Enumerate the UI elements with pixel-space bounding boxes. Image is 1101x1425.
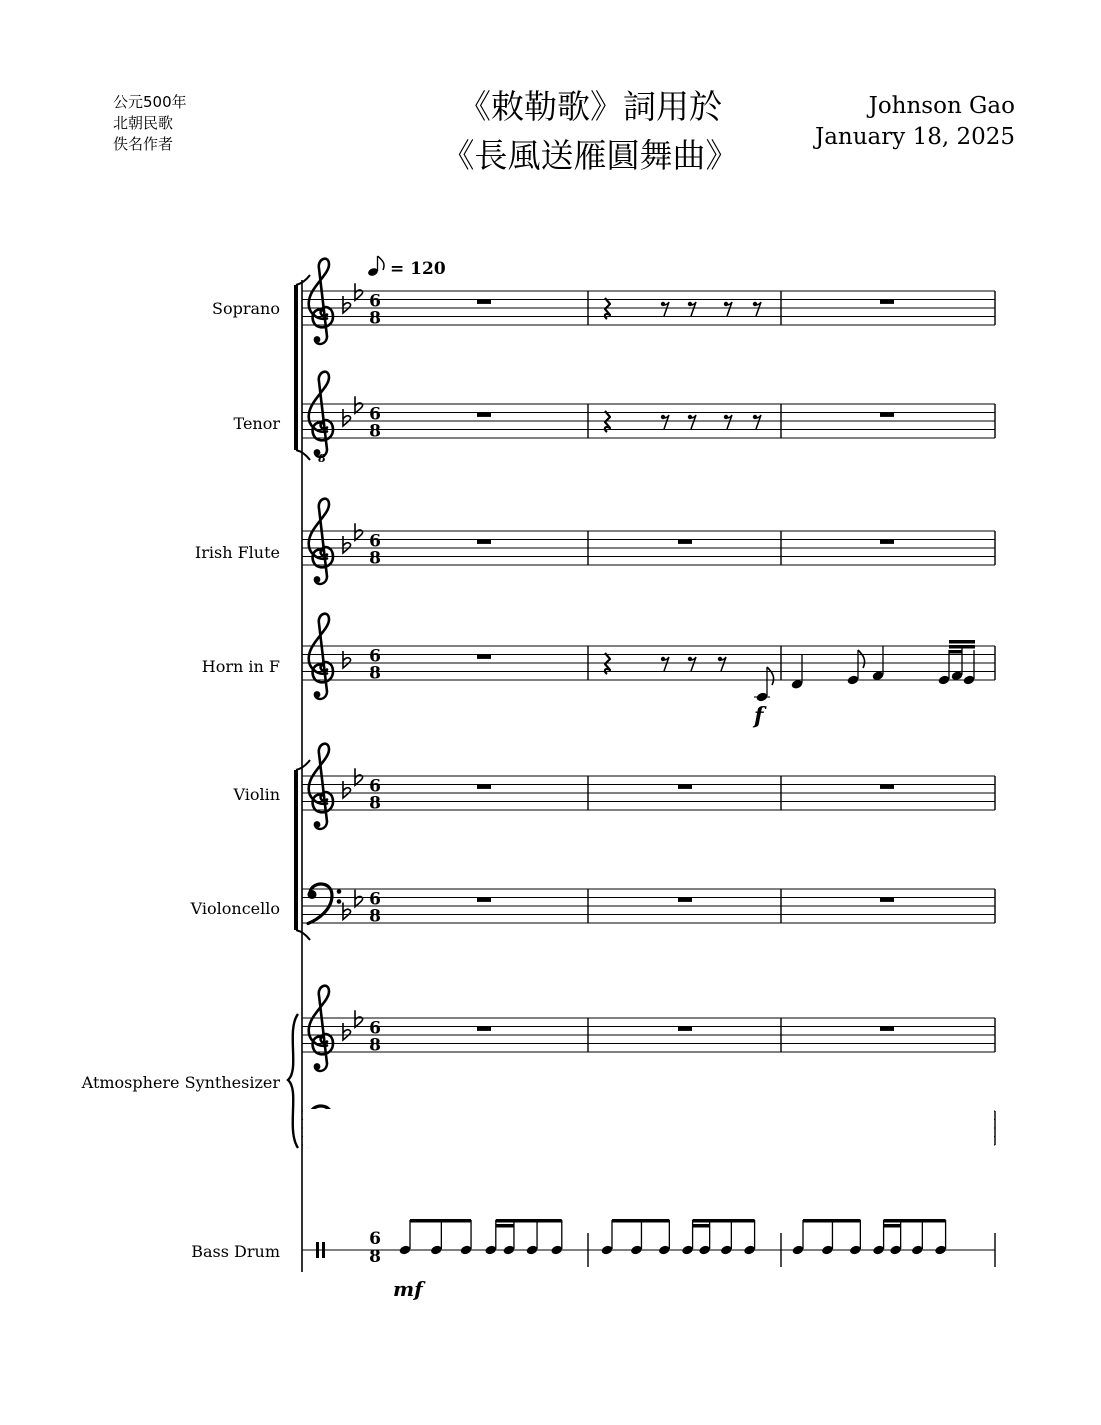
time-signature-bottom: 8 — [369, 1247, 381, 1267]
time-signature-top: 6 — [369, 889, 381, 910]
flat-icon — [343, 1023, 351, 1040]
instrument-name: Atmosphere Synthesizer — [81, 1073, 280, 1092]
flat-icon — [355, 283, 363, 300]
instrument-name: Violoncello — [190, 899, 280, 918]
time-signature-top: 6 — [369, 291, 381, 312]
whole-rest — [880, 300, 894, 304]
time-signature-top: 6 — [369, 776, 381, 797]
note-flag — [767, 667, 774, 685]
instrument-name: Horn in F — [201, 657, 280, 676]
eighth-rest-icon — [661, 302, 669, 316]
time-signature-top: 6 — [369, 1229, 381, 1249]
instrument-name: Tenor — [233, 414, 280, 433]
eighth-rest-icon — [724, 302, 732, 316]
whole-rest — [477, 300, 491, 304]
whole-rest — [880, 785, 894, 789]
composer-name: Johnson Gao — [868, 93, 1015, 119]
beam — [803, 1219, 860, 1223]
treble-clef-icon — [309, 986, 333, 1071]
time-signature-top: 6 — [369, 531, 381, 552]
synth-brace — [288, 1014, 298, 1148]
dynamic-forte: f — [754, 703, 764, 729]
whole-rest — [477, 1027, 491, 1031]
eighth-rest-icon — [753, 302, 761, 316]
title-line-2: 《長風送雁圓舞曲》 — [441, 136, 739, 175]
flat-icon — [343, 296, 351, 313]
flat-icon — [343, 651, 351, 668]
flat-icon — [343, 536, 351, 553]
eighth-rest-icon — [661, 657, 669, 671]
flat-icon — [343, 781, 351, 798]
whole-rest — [678, 898, 692, 902]
dynamic-mezzo-forte: mf — [393, 1277, 423, 1301]
vocal-bracket-top — [296, 275, 310, 285]
flat-icon — [355, 1010, 363, 1027]
percussion-clef-icon — [316, 1242, 319, 1258]
whole-rest — [880, 540, 894, 544]
eighth-rest-icon — [724, 415, 732, 429]
time-signature-bottom: 8 — [369, 308, 381, 329]
beam — [693, 1219, 755, 1223]
time-signature-bottom: 8 — [369, 548, 381, 569]
beam — [884, 1224, 901, 1228]
treble-clef-icon — [309, 744, 333, 829]
beam — [949, 645, 975, 649]
title-line-1: 《敕勒歌》詞用於 — [458, 87, 722, 126]
whole-rest — [477, 655, 491, 659]
time-signature-bottom: 8 — [369, 421, 381, 442]
vocal-bracket-bottom — [296, 450, 310, 460]
instrument-name: Violin — [233, 785, 280, 804]
whole-rest — [678, 540, 692, 544]
time-signature-bottom: 8 — [369, 906, 381, 927]
time-signature-top: 6 — [369, 404, 381, 425]
strings-bracket-top — [296, 760, 310, 770]
whole-rest — [678, 785, 692, 789]
flat-icon — [343, 903, 351, 920]
beam — [949, 650, 962, 654]
poet-line-author: 佚名作者 — [113, 135, 174, 153]
note-flag — [858, 650, 865, 668]
treble-clef-icon — [309, 372, 333, 457]
drum-staff-mask — [303, 1109, 994, 1147]
eighth-rest-icon — [753, 415, 761, 429]
eighth-rest-icon — [718, 657, 726, 671]
whole-rest — [880, 1027, 894, 1031]
time-signature-bottom: 8 — [369, 793, 381, 814]
strings-bracket-bottom — [296, 930, 310, 940]
tempo-note-flag — [378, 256, 385, 270]
beam — [612, 1219, 669, 1223]
beam — [693, 1224, 710, 1228]
whole-rest — [477, 898, 491, 902]
eighth-rest-icon — [688, 302, 696, 316]
beam — [496, 1224, 514, 1228]
beam — [884, 1219, 946, 1223]
flat-icon — [355, 523, 363, 540]
treble-clef-icon — [309, 259, 333, 344]
treble-clef-icon — [309, 614, 333, 699]
flat-icon — [355, 396, 363, 413]
octave-mark: 8 — [318, 452, 326, 465]
instrument-name: Bass Drum — [191, 1242, 280, 1261]
eighth-rest-icon — [688, 415, 696, 429]
whole-rest — [678, 1027, 692, 1031]
instrument-name: Soprano — [212, 299, 280, 318]
time-signature-bottom: 8 — [369, 1035, 381, 1056]
composition-date: January 18, 2025 — [815, 124, 1015, 150]
percussion-clef-icon — [322, 1242, 325, 1258]
instrument-name: Irish Flute — [194, 543, 280, 562]
flat-icon — [355, 768, 363, 785]
whole-rest — [477, 785, 491, 789]
eighth-rest-icon — [688, 657, 696, 671]
whole-rest — [880, 898, 894, 902]
eighth-rest-icon — [661, 415, 669, 429]
whole-rest — [477, 413, 491, 417]
poet-line-origin: 北朝民歌 — [113, 114, 174, 132]
poet-line-date: 公元500年 — [113, 93, 187, 111]
flat-icon — [343, 409, 351, 426]
time-signature-bottom: 8 — [369, 663, 381, 684]
time-signature-top: 6 — [369, 1018, 381, 1039]
treble-clef-icon — [309, 499, 333, 584]
bass-clef-icon — [308, 884, 342, 924]
beam — [949, 640, 975, 644]
beam — [410, 1219, 471, 1223]
whole-rest — [477, 540, 491, 544]
beam — [496, 1219, 562, 1223]
whole-rest — [880, 413, 894, 417]
time-signature-top: 6 — [369, 646, 381, 667]
tempo-text: = 120 — [390, 259, 446, 279]
flat-icon — [355, 890, 363, 907]
